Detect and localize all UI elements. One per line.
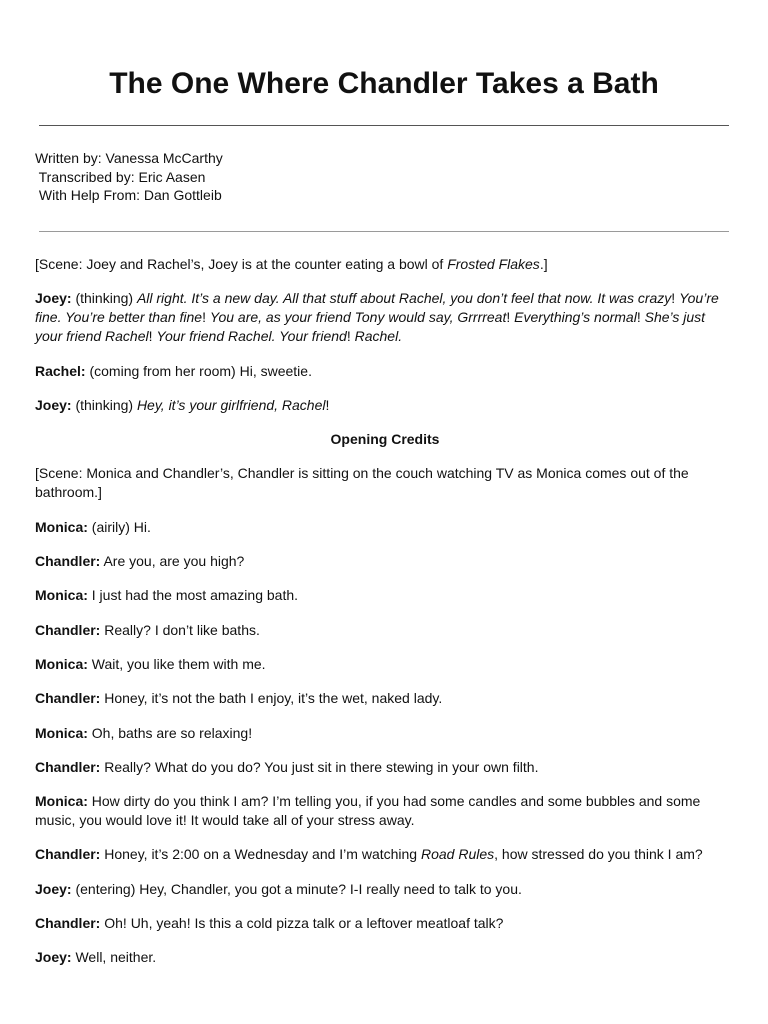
speaker: Monica: — [35, 724, 88, 741]
speaker: Monica: — [35, 793, 88, 810]
with-help-from: With Help From: Dan Gottleib — [35, 187, 222, 203]
dialogue-line: Chandler: Really? What do you do? You just sit in there stewing in your own filth. — [35, 758, 539, 775]
credits-divider — [39, 231, 729, 232]
transcribed-by: Transcribed by: Eric Aasen — [35, 168, 206, 185]
speaker: Monica: — [35, 655, 88, 672]
speaker: Chandler: — [35, 758, 101, 775]
dialogue-line: Monica: I just had the most amazing bath. — [35, 587, 299, 604]
speaker: Chandler: — [35, 621, 101, 638]
dialogue-line: Chandler: Are you, are you high? — [35, 553, 245, 570]
speaker: Joey: — [35, 290, 72, 307]
speaker: Monica: — [35, 518, 88, 535]
speaker: Chandler: — [35, 915, 101, 932]
dialogue-line: Rachel: (coming from her room) Hi, sweetie. — [35, 362, 312, 379]
scene-direction: [Scene: Monica and Chandler’s, Chandler is sitting on the couch watching TV as Monica comes out of the bathroom.] — [35, 465, 689, 501]
dialogue-line: Joey: (entering) Hey, Chandler, you got a minute? I-I really need to talk to you. — [35, 880, 522, 897]
written-by: Written by: Vanessa McCarthy — [35, 150, 223, 166]
page-title: The One Where Chandler Takes a Bath — [109, 67, 659, 100]
dialogue-line: Chandler: Really? I don’t like baths. — [35, 621, 260, 638]
speaker: Monica: — [35, 587, 88, 604]
speaker: Joey: — [35, 396, 72, 413]
speaker: Chandler: — [35, 690, 101, 707]
scene-direction: [Scene: Joey and Rachel’s, Joey is at the counter eating a bowl of Frosted Flakes.] — [35, 256, 548, 272]
dialogue-line: Monica: (airily) Hi. — [35, 518, 151, 535]
speaker: Chandler: — [35, 553, 101, 570]
dialogue-line: Chandler: Honey, it’s not the bath I enjoy, it’s the wet, naked lady. — [35, 690, 443, 707]
opening-credits-heading: Opening Credits — [330, 431, 440, 448]
dialogue-line: Monica: How dirty do you think I am? I’m telling you, if you had some candles and some bubbles and some music, you would love it! It would take all of your stress away. — [35, 793, 701, 829]
dialogue-line: Joey: Well, neither. — [35, 949, 157, 966]
speaker: Rachel: — [35, 362, 86, 379]
credits-block — [35, 149, 223, 205]
dialogue-line: Joey: (thinking) All right. It’s a new day. All that stuff about Rachel, you don’t feel that now. It was crazy! You’re fine. You’re better than fine! You are, as your friend Tony would say, Grrrreat! Everything’s normal! She’s just your friend Rachel! Your friend Rachel. Your friend! Rachel. — [35, 290, 719, 345]
speaker: Joey: — [35, 949, 72, 966]
dialogue-line: Joey: (thinking) Hey, it’s your girlfriend, Rachel! — [35, 396, 330, 413]
dialogue-line: Monica: Wait, you like them with me. — [35, 655, 266, 672]
transcript — [35, 255, 735, 983]
dialogue-line: Chandler: Honey, it’s 2:00 on a Wednesday and I’m watching Road Rules, how stressed do you think I am? — [35, 846, 703, 863]
dialogue-line: Monica: Oh, baths are so relaxing! — [35, 724, 253, 741]
title-divider — [39, 125, 729, 126]
dialogue-line: Chandler: Oh! Uh, yeah! Is this a cold pizza talk or a leftover meatloaf talk? — [35, 915, 504, 932]
speaker: Chandler: — [35, 846, 101, 863]
speaker: Joey: — [35, 880, 72, 897]
